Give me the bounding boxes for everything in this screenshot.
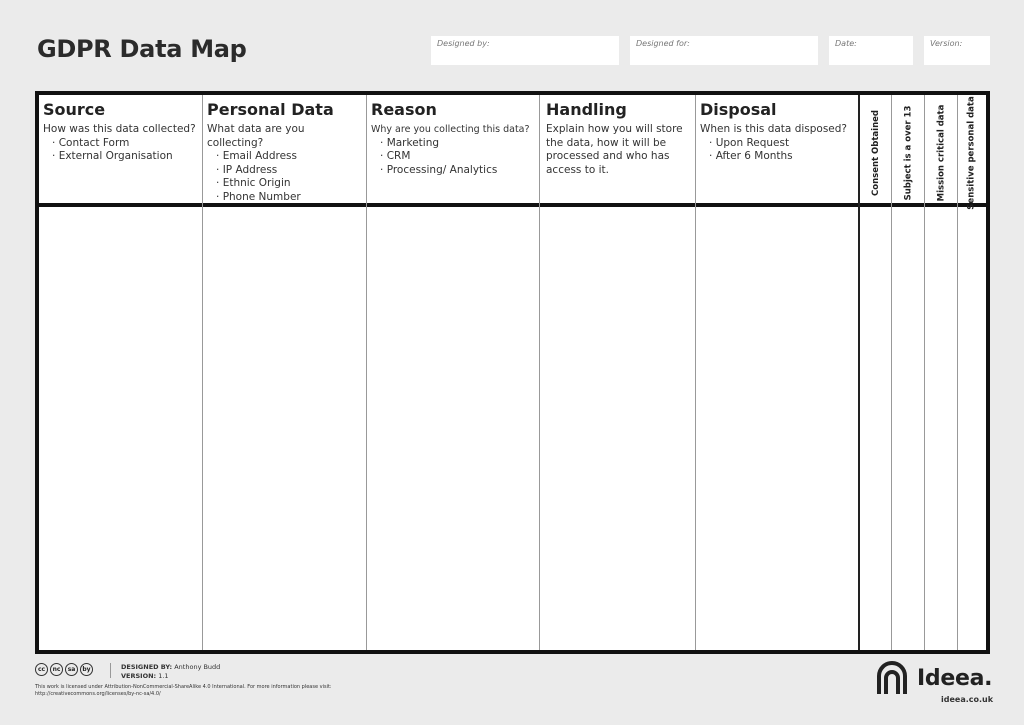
column-handling[interactable]	[540, 95, 695, 650]
version-footer-label: VERSION:	[121, 671, 157, 680]
column-title: Source	[43, 100, 106, 119]
footer-credit	[121, 663, 220, 680]
ideea-logo-icon	[873, 660, 911, 696]
list-item: · Upon Request	[709, 137, 854, 151]
vertical-header	[892, 103, 924, 203]
attribution-icon: by	[80, 663, 93, 676]
designed-for-field[interactable]	[630, 36, 818, 65]
ideea-logo[interactable]	[873, 660, 992, 696]
example-list	[43, 137, 198, 164]
list-item: · Email Address	[216, 150, 362, 164]
list-item: · IP Address	[216, 164, 362, 178]
column-title: Disposal	[700, 100, 777, 119]
page-title: GDPR Data Map	[37, 35, 247, 63]
column-title: Handling	[546, 100, 627, 119]
example-list	[371, 137, 535, 178]
column-question: Why are you collecting this data?	[371, 124, 530, 135]
column-reason[interactable]	[367, 95, 539, 650]
cc-icon: cc	[35, 663, 48, 676]
column-question: Explain how you will store the data, how it will be processed and who has access to it.	[546, 123, 683, 176]
column-subject-over-13[interactable]	[892, 95, 924, 650]
column-disposal-header	[696, 95, 858, 207]
list-item: · Phone Number	[216, 191, 362, 205]
consent-obtained-label: Consent Obtained	[871, 110, 882, 196]
mission-critical-label: Mission critical data	[936, 104, 946, 202]
example-list	[207, 150, 362, 204]
column-question: How was this data collected?	[43, 123, 196, 135]
column-sensitive-personal[interactable]	[958, 95, 986, 650]
column-mission-critical[interactable]	[925, 95, 957, 650]
designed-by-label: Designed by:	[437, 39, 490, 48]
column-title: Personal Data	[207, 100, 334, 119]
date-field[interactable]	[829, 36, 913, 65]
sensitive-personal-label: Sensitive personal data	[967, 96, 977, 210]
list-item: · External Organisation	[52, 150, 198, 164]
version-field[interactable]	[924, 36, 990, 65]
column-source-header	[39, 95, 202, 207]
data-map-board	[35, 91, 990, 654]
column-handling-header	[540, 95, 695, 207]
subject-over-13-label: Subject is a over 13	[903, 105, 913, 201]
vertical-header	[958, 96, 986, 210]
column-reason-header	[367, 95, 539, 207]
list-item: · Contact Form	[52, 137, 198, 151]
footer-divider	[110, 663, 111, 678]
column-consent-obtained[interactable]	[860, 95, 891, 650]
example-list	[700, 137, 854, 164]
vertical-header	[860, 103, 892, 203]
column-title: Reason	[371, 100, 437, 119]
column-source[interactable]	[39, 95, 202, 650]
column-question: What data are you collecting?	[207, 123, 305, 149]
list-item: · CRM	[380, 150, 535, 164]
designed-for-label: Designed for:	[636, 39, 690, 48]
list-item: · After 6 Months	[709, 150, 854, 164]
column-question: When is this data disposed?	[700, 123, 848, 135]
list-item: · Ethnic Origin	[216, 177, 362, 191]
designed-by-footer-value: Anthony Budd	[174, 663, 221, 671]
version-footer-value: 1.1	[158, 671, 169, 680]
designed-by-footer-label: DESIGNED BY:	[121, 663, 173, 671]
column-disposal[interactable]	[696, 95, 858, 650]
logo-url[interactable]: ideea.co.uk	[941, 695, 994, 704]
noncommercial-icon: nc	[50, 663, 63, 676]
logo-wordmark: Ideea.	[917, 665, 993, 691]
designed-by-field[interactable]	[431, 36, 619, 65]
date-label: Date:	[835, 39, 857, 48]
column-personal-data-header	[203, 95, 366, 207]
license-text: This work is licensed under Attribution-NonCommercial-ShareAlike 4.0 International. For more information please visit: http://creativecommons.org/licenses/by-nc-sa/4.0/	[35, 684, 332, 697]
sharealike-icon: sa	[65, 663, 78, 676]
list-item: · Marketing	[380, 137, 535, 151]
vertical-header	[925, 103, 957, 203]
version-label: Version:	[930, 39, 963, 48]
column-personal-data[interactable]	[203, 95, 366, 650]
license-icons	[35, 663, 93, 676]
list-item: · Processing/ Analytics	[380, 164, 535, 178]
